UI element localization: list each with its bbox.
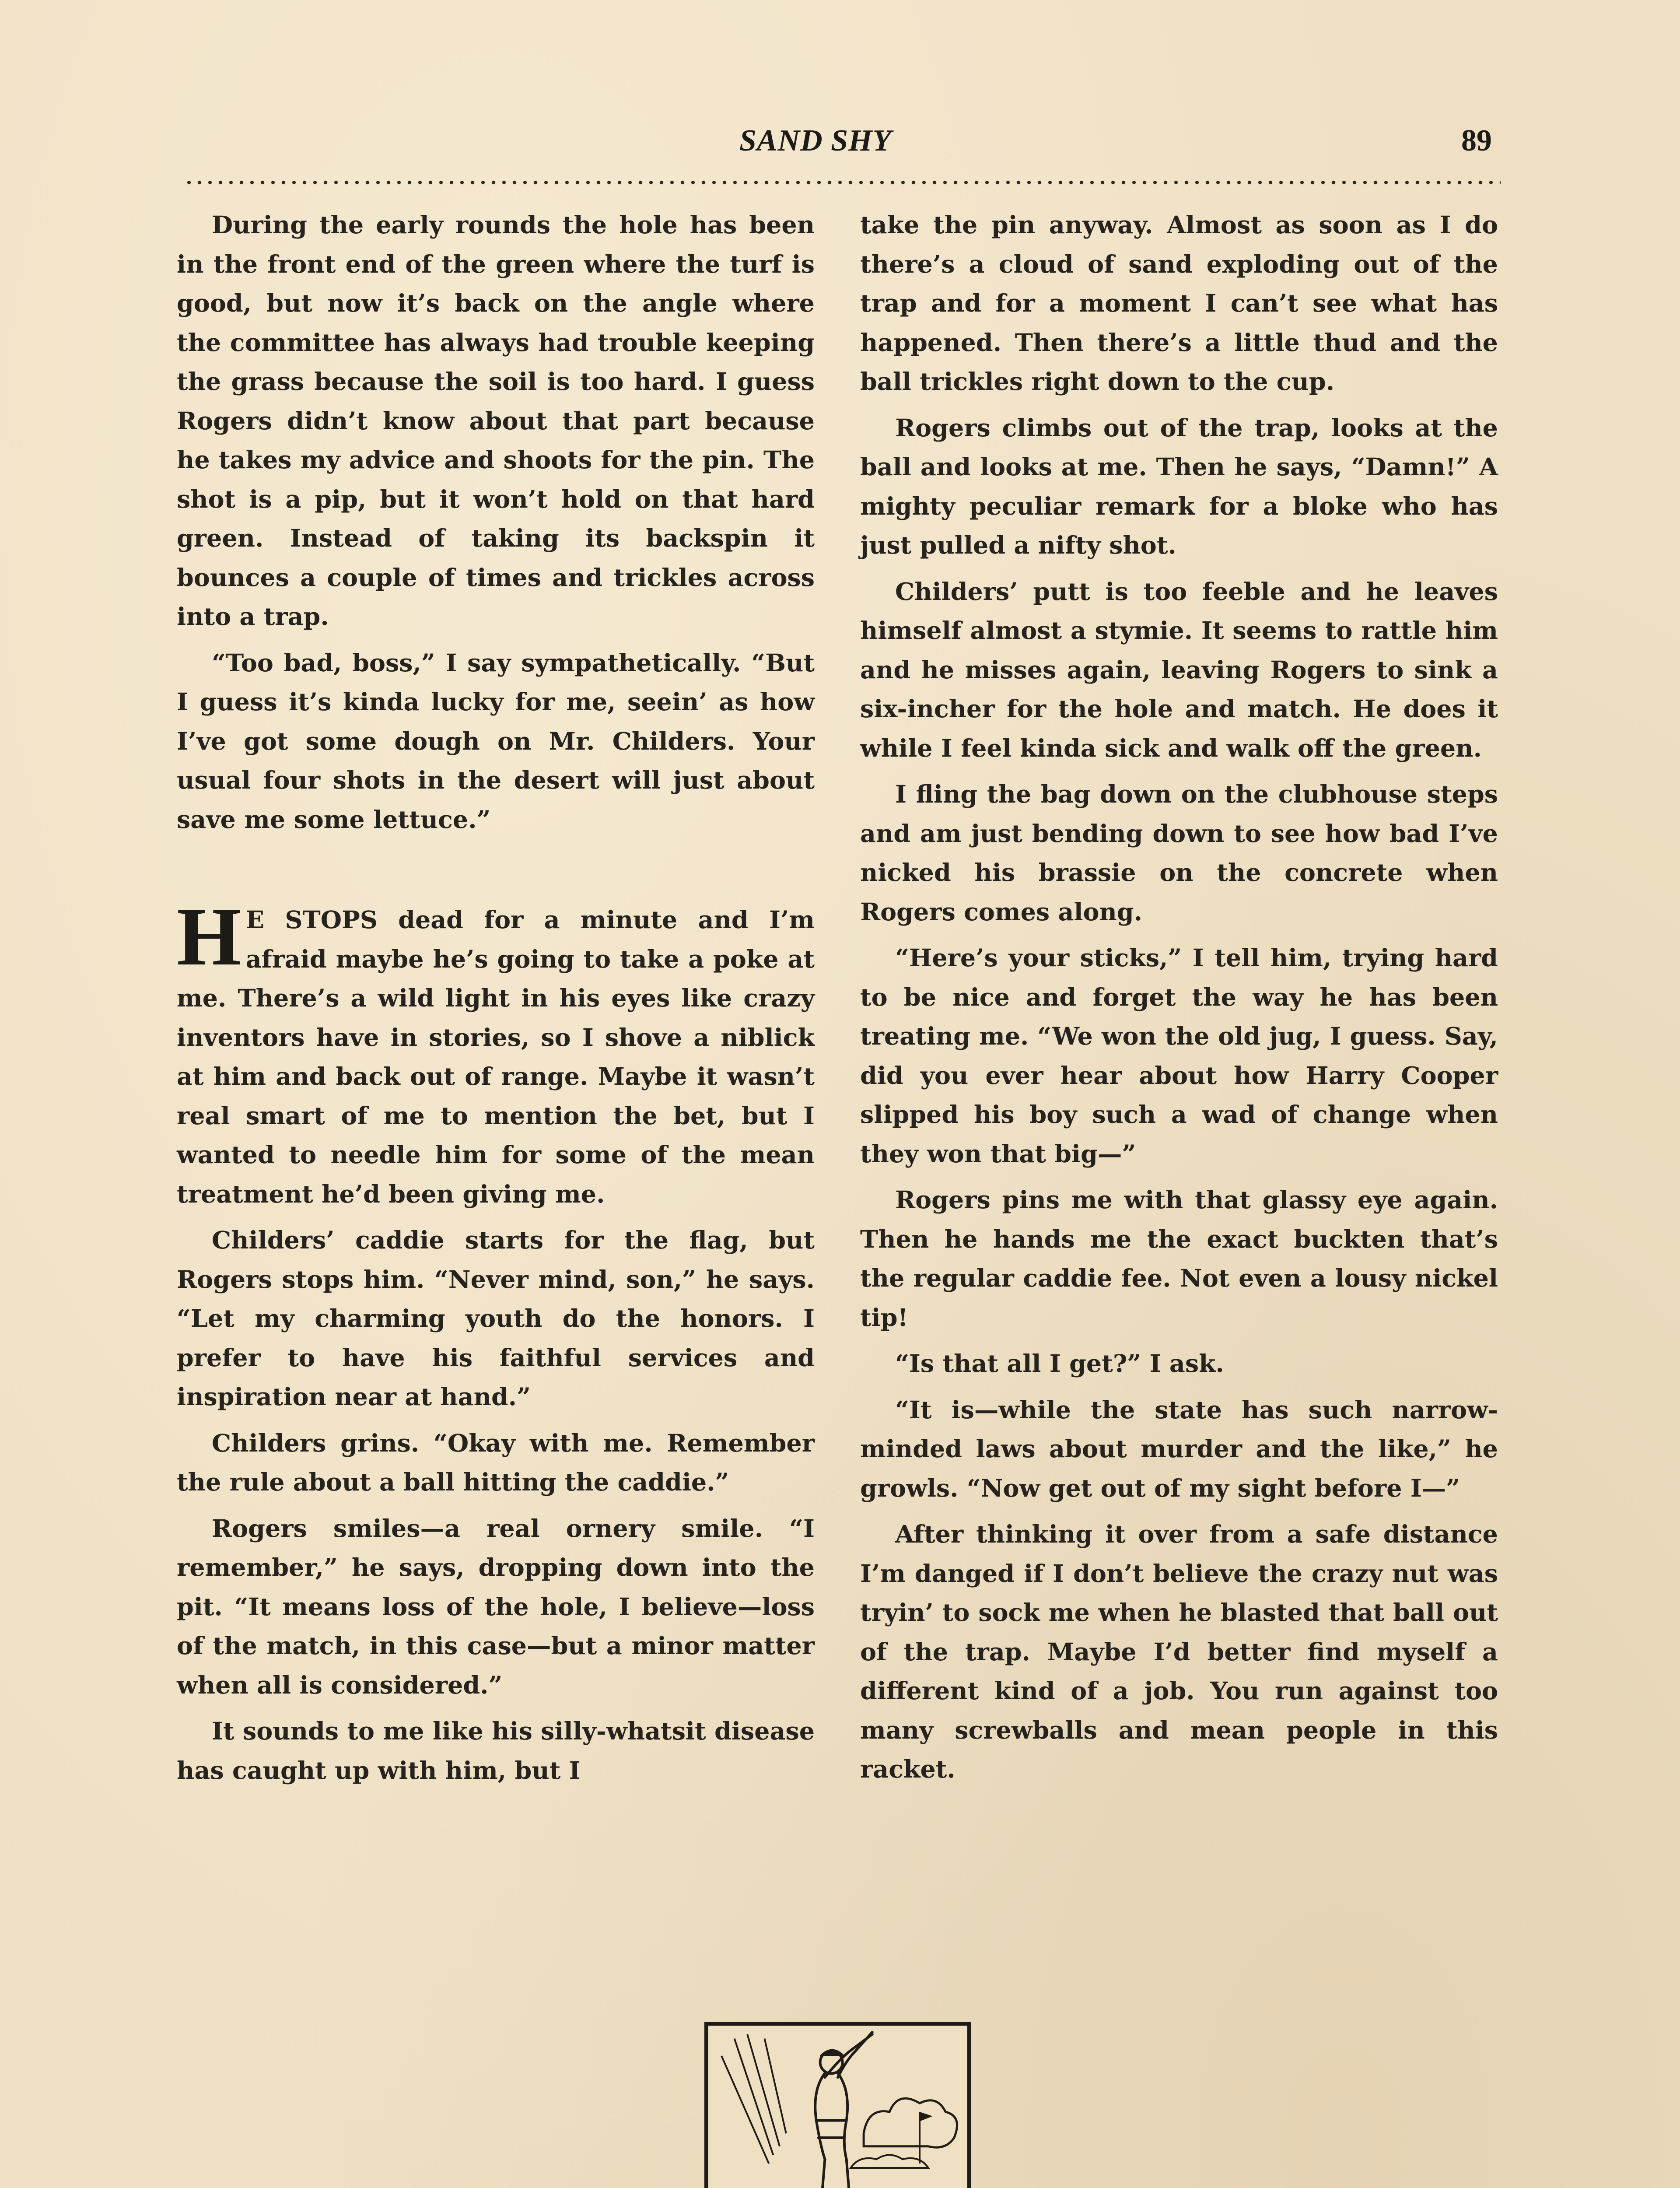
drop-cap-paragraph-text: E STOPS dead for a minute and I’m afraid maybe he’s going to take a poke at me. There’s a wild light in his eyes like crazy inventors have in stories, so I shove a niblick at him and back out of range. Maybe it wasn’t real smart of me to mention the bet, but I wanted to needle him for some of the mean treatment he’d been giving me. bbox=[177, 906, 815, 1209]
page-number: 89 bbox=[1461, 124, 1492, 158]
paragraph: Childers grins. “Okay with me. Remember the rule about a ball hitting the caddie.” bbox=[177, 1429, 815, 1497]
paragraph: Rogers climbs out of the trap, looks at the ball and looks at me. Then he says, “Damn!” A mighty peculiar remark for a bloke who has just pulled a nifty shot. bbox=[860, 414, 1498, 560]
drop-cap-letter: H bbox=[177, 891, 242, 983]
dotted-header-rule bbox=[184, 179, 1501, 186]
left-text-column bbox=[177, 206, 815, 1797]
paragraph: “Is that all I get?” I ask. bbox=[895, 1350, 1224, 1378]
paragraph: “Too bad, boss,” I say sympathetically. “But I guess it’s kinda lucky for me, seein’ as how I’ve got some dough on Mr. Childers. Your usual four shots in the desert will just about save me some lettuce.” bbox=[177, 649, 815, 834]
paragraph: It sounds to me like his silly-whatsit disease has caught up with him, but I bbox=[177, 1717, 815, 1785]
paragraph: “Here’s your sticks,” I tell him, trying hard to be nice and forget the way he has been treating me. “We won the old jug, I guess. Say, did you ever hear about how Harry Cooper slipped his boy such a wad of change when they won that big—” bbox=[860, 944, 1498, 1168]
golfer-icon bbox=[708, 2026, 967, 2188]
golfer-vignette-illustration bbox=[704, 2022, 971, 2188]
right-text-column bbox=[860, 206, 1498, 1796]
paragraph: “It is—while the state has such narrow-minded laws about murder and the like,” he growls. “Now get out of my sight before I—” bbox=[860, 1396, 1498, 1503]
paragraph: Childers’ caddie starts for the flag, but Rogers stops him. “Never mind, son,” he says. “Let my charming youth do the honors. I prefer to have his faithful services and inspiration near at hand.” bbox=[177, 1226, 815, 1411]
paragraph: During the early rounds the hole has been in the front end of the green where the turf is good, but now it’s back on the angle where the committee has always had trouble keeping the grass because the soil is too hard. I guess Rogers didn’t know about that part because he takes my advice and shoots for the pin. The shot is a pip, but it won’t hold on that hard green. Instead of taking its backspin it bounces a couple of times and trickles across into a trap. bbox=[177, 211, 815, 631]
paragraph: take the pin anyway. Almost as soon as I do there’s a cloud of sand exploding out of the trap and for a moment I can’t see what has happened. Then there’s a little thud and the ball trickles right down to the cup. bbox=[860, 211, 1498, 396]
drop-cap-paragraph bbox=[177, 891, 815, 1214]
paragraph: Rogers pins me with that glassy eye again. Then he hands me the exact buckten that’s the regular caddie fee. Not even a lousy nickel tip! bbox=[860, 1186, 1498, 1332]
paragraph: After thinking it over from a safe distance I’m danged if I don’t believe the crazy nut was tryin’ to sock me when he blasted that ball out of the trap. Maybe I’d better find myself a different kind of a job. You run against too many screwballs and mean people in this racket. bbox=[860, 1520, 1498, 1784]
paragraph: I fling the bag down on the clubhouse steps and am just bending down to see how bad I’ve nicked his brassie on the concrete when Rogers comes along. bbox=[860, 780, 1498, 926]
running-head-title: SAND SHY bbox=[739, 124, 892, 158]
paragraph: Childers’ putt is too feeble and he leaves himself almost a stymie. It seems to rattle him and he misses again, leaving Rogers to sink a six-incher for the hole and match. He does it while I feel kinda sick and walk off the green. bbox=[860, 577, 1498, 763]
paragraph: Rogers smiles—a real ornery smile. “I remember,” he says, dropping down into the pit. “It means loss of the hole, I believe—loss of the match, in this case—but a minor matter when all is considered.” bbox=[177, 1514, 815, 1700]
